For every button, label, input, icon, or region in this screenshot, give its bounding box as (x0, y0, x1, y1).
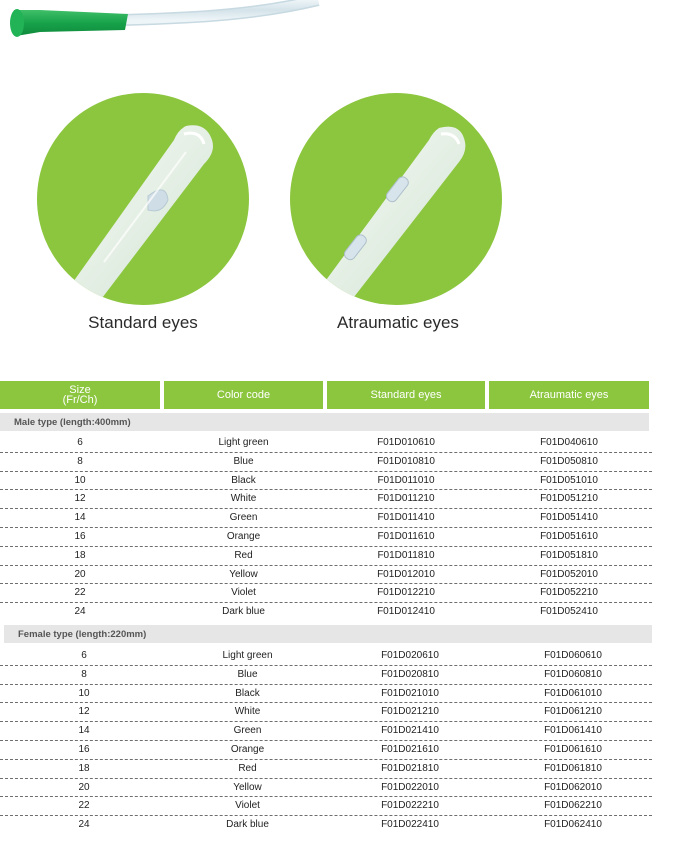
cell-standard-eyes: F01D010610 (377, 437, 435, 448)
header-standard-eyes: Standard eyes (327, 381, 485, 409)
cell-color-code: Violet (231, 587, 256, 599)
cell-color-code: Dark blue (222, 606, 265, 618)
cell-color-code: Yellow (233, 781, 262, 793)
cell-atraumatic-eyes: F01D052210 (540, 587, 598, 599)
table-row (0, 816, 652, 835)
table-row (0, 722, 652, 741)
cell-size: 20 (78, 781, 90, 793)
table-row (0, 797, 652, 816)
cell-size: 8 (77, 455, 83, 467)
cell-size: 12 (74, 493, 86, 505)
cell-size: 16 (74, 530, 86, 542)
standard-eyes-image (36, 92, 250, 306)
cell-color-code: Green (229, 512, 258, 524)
cell-color-code: Light green (222, 650, 273, 661)
cell-size: 22 (78, 800, 90, 812)
cell-color-code: Violet (235, 800, 260, 812)
cell-atraumatic-eyes: F01D051210 (540, 493, 598, 505)
table-row (0, 566, 652, 585)
cell-atraumatic-eyes: F01D061410 (544, 725, 602, 737)
cell-atraumatic-eyes: F01D040610 (540, 437, 598, 448)
cell-standard-eyes: F01D011610 (377, 530, 435, 542)
table-row (0, 703, 652, 722)
cell-standard-eyes: F01D012210 (377, 587, 435, 599)
table-row (0, 490, 652, 509)
cell-size: 20 (74, 568, 86, 580)
header-atraumatic-eyes: Atraumatic eyes (489, 381, 649, 409)
cell-size: 16 (78, 743, 90, 755)
header-size-label: Size (69, 384, 91, 396)
table-header (0, 381, 652, 409)
table-row (0, 603, 652, 622)
cell-atraumatic-eyes: F01D060610 (544, 650, 602, 661)
cell-size: 24 (78, 819, 90, 831)
male-rows (0, 434, 652, 622)
cell-standard-eyes: F01D010810 (377, 455, 435, 467)
cell-atraumatic-eyes: F01D052410 (540, 606, 598, 618)
cell-size: 6 (77, 437, 83, 448)
header-size-unit: (Fr/Ch) (62, 394, 98, 406)
cell-color-code: Blue (237, 668, 258, 680)
header-color-code: Color code (164, 381, 323, 409)
cell-standard-eyes: F01D012010 (377, 568, 435, 580)
cell-color-code: Dark blue (226, 819, 269, 831)
table-row (0, 472, 652, 491)
cell-size: 18 (74, 549, 86, 561)
table-row (0, 584, 652, 603)
cell-color-code: Green (233, 725, 262, 737)
cell-color-code: Black (231, 474, 256, 486)
atraumatic-eyes-caption: Atraumatic eyes (337, 313, 459, 332)
cell-atraumatic-eyes: F01D060810 (544, 668, 602, 680)
cell-size: 6 (81, 650, 87, 661)
cell-atraumatic-eyes: F01D051010 (540, 474, 598, 486)
cell-color-code: Red (234, 549, 253, 561)
cell-atraumatic-eyes: F01D062010 (544, 781, 602, 793)
cell-atraumatic-eyes: F01D061210 (544, 706, 602, 718)
cell-color-code: Light green (218, 437, 269, 448)
cell-standard-eyes: F01D011810 (377, 549, 435, 561)
cell-color-code: White (230, 493, 257, 505)
cell-standard-eyes: F01D021410 (381, 725, 439, 737)
table-row (0, 741, 652, 760)
cell-atraumatic-eyes: F01D062210 (544, 800, 602, 812)
cell-standard-eyes: F01D011410 (377, 512, 435, 524)
table-row (0, 666, 652, 685)
table-row (0, 528, 652, 547)
table-row (0, 760, 652, 779)
table-row (0, 779, 652, 798)
cell-size: 18 (78, 762, 90, 774)
cell-atraumatic-eyes: F01D061010 (544, 687, 602, 699)
cell-color-code: Black (235, 687, 260, 699)
table-row (0, 509, 652, 528)
cell-standard-eyes: F01D011010 (377, 474, 435, 486)
cell-standard-eyes: F01D022210 (381, 800, 439, 812)
catheter-tube-image (0, 0, 697, 60)
cell-standard-eyes: F01D011210 (377, 493, 435, 505)
cell-standard-eyes: F01D012410 (377, 606, 435, 618)
table-row (0, 453, 652, 472)
cell-color-code: Yellow (229, 568, 258, 580)
cell-size: 12 (78, 706, 90, 718)
standard-eyes-caption: Standard eyes (88, 313, 198, 332)
cell-standard-eyes: F01D020610 (381, 650, 439, 661)
cell-color-code: White (234, 706, 261, 718)
cell-color-code: Orange (230, 743, 265, 755)
cell-size: 14 (74, 512, 86, 524)
cell-size: 14 (78, 725, 90, 737)
cell-atraumatic-eyes: F01D051410 (540, 512, 598, 524)
cell-standard-eyes: F01D022010 (381, 781, 439, 793)
table-row (0, 434, 652, 453)
cell-color-code: Orange (226, 530, 261, 542)
cell-standard-eyes: F01D021610 (381, 743, 439, 755)
cell-atraumatic-eyes: F01D050810 (540, 455, 598, 467)
cell-color-code: Blue (233, 455, 254, 467)
cell-standard-eyes: F01D020810 (381, 668, 439, 680)
table-row (0, 685, 652, 704)
atraumatic-eyes-image (289, 92, 503, 306)
female-rows (0, 647, 652, 835)
cell-standard-eyes: F01D022410 (381, 819, 439, 831)
cell-atraumatic-eyes: F01D052010 (540, 568, 598, 580)
cell-standard-eyes: F01D021010 (381, 687, 439, 699)
cell-atraumatic-eyes: F01D061810 (544, 762, 602, 774)
cell-color-code: Red (238, 762, 257, 774)
cell-atraumatic-eyes: F01D051610 (540, 530, 598, 542)
cell-atraumatic-eyes: F01D051810 (540, 549, 598, 561)
cell-atraumatic-eyes: F01D061610 (544, 743, 602, 755)
cell-size: 22 (74, 587, 86, 599)
table-row (0, 547, 652, 566)
header-size (0, 381, 160, 409)
cell-size: 24 (74, 606, 86, 618)
table-row (0, 647, 652, 666)
cell-standard-eyes: F01D021210 (381, 706, 439, 718)
section-title-male: Male type (length:400mm) (0, 413, 649, 431)
cell-atraumatic-eyes: F01D062410 (544, 819, 602, 831)
cell-size: 10 (78, 687, 90, 699)
cell-standard-eyes: F01D021810 (381, 762, 439, 774)
spec-table (0, 381, 652, 831)
cell-size: 10 (74, 474, 86, 486)
cell-size: 8 (81, 668, 87, 680)
section-title-female: Female type (length:220mm) (4, 625, 652, 643)
